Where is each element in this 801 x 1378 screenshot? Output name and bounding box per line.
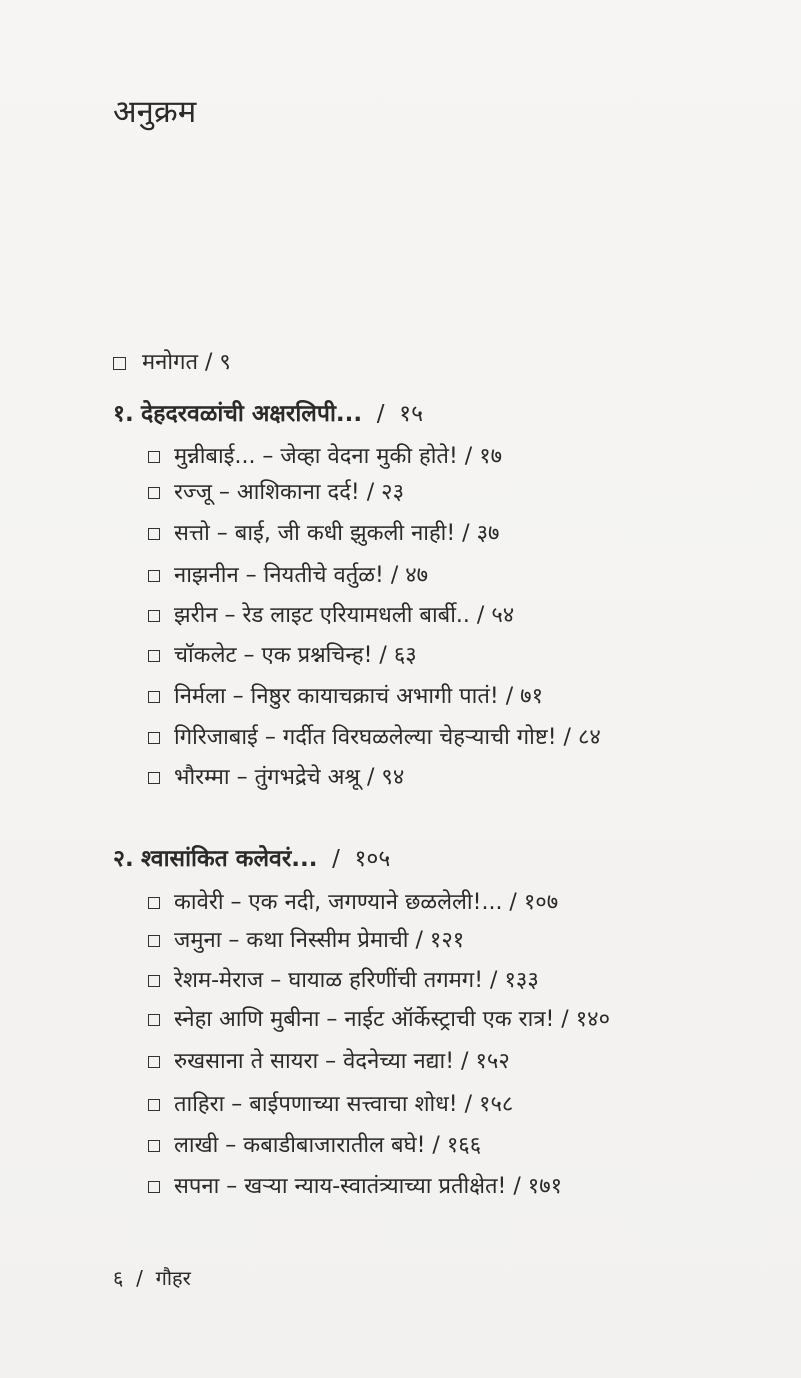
entry-label: लाखी – कबाडीबाजारातील बघे!: [174, 1133, 426, 1158]
entry-label: जमुना – कथा निस्सीम प्रेमाची: [174, 928, 409, 953]
entry-page-number: ५४: [491, 603, 515, 628]
entry-page-number: ३७: [476, 521, 500, 546]
entry-page-number: ९४: [381, 765, 405, 790]
separator: /: [359, 480, 382, 505]
entry-label: रुखसाना ते सायरा – वेदनेच्या नद्या!: [174, 1049, 455, 1074]
entry-label: ताहिरा – बाईपणाच्या सत्त्वाचा शोध!: [174, 1092, 458, 1117]
toc-entry[interactable]: [148, 437, 502, 477]
checkbox-icon: [148, 570, 160, 582]
entry-page-number: ९: [219, 350, 231, 375]
separator: /: [483, 968, 505, 993]
checkbox-icon: [148, 1140, 160, 1152]
entry-page-number: १३३: [504, 968, 539, 993]
separator: /: [506, 1174, 528, 1199]
checkbox-icon: [148, 1099, 160, 1111]
section-title: श्वासांकित कलेवरं...: [141, 846, 318, 872]
separator: /: [360, 765, 382, 790]
entry-label: निर्मला – निष्ठुर कायाचक्राचं अभागी पातं!: [174, 684, 499, 709]
checkbox-icon: [148, 935, 160, 947]
separator: /: [454, 1049, 476, 1074]
checkbox-icon: [148, 772, 160, 784]
separator: /: [408, 928, 430, 953]
separator: /: [469, 603, 492, 628]
entry-label: चॉकलेट – एक प्रश्नचिन्ह!: [174, 643, 373, 668]
separator: /: [457, 1092, 479, 1117]
entry-label: रज्जू – आशिकाना दर्द!: [174, 480, 360, 505]
entry-label: रेशम-मेराज – घायाळ हरिणींची तगमग!: [174, 968, 484, 993]
separator: /: [372, 643, 394, 668]
toc-entry[interactable]: [148, 514, 499, 554]
section-page-number: १५: [399, 401, 424, 427]
separator: /: [425, 1133, 447, 1158]
checkbox-icon: [148, 975, 160, 987]
checkbox-icon: [148, 487, 160, 499]
toc-section-1[interactable]: [113, 394, 423, 434]
entry-label: नाझनीन – नियतीचे वर्तुळ!: [174, 563, 384, 588]
page-title: अनुक्रम: [113, 94, 197, 130]
toc-entry[interactable]: [148, 718, 601, 758]
toc-entry-preface[interactable]: [113, 343, 231, 383]
separator: /: [369, 401, 392, 427]
separator: /: [383, 563, 406, 588]
entry-page-number: १०७: [523, 890, 559, 915]
separator: /: [324, 846, 348, 872]
section-page-number: १०५: [354, 846, 391, 872]
checkbox-icon: [148, 1014, 160, 1026]
checkbox-icon: [148, 1056, 160, 1068]
entry-page-number: १२१: [429, 928, 465, 953]
separator: /: [455, 521, 477, 546]
toc-entry[interactable]: [148, 883, 558, 923]
section-number: २.: [113, 846, 134, 872]
entry-label: मुन्नीबाई... – जेव्हा वेदना मुकी होते!: [174, 444, 458, 469]
entry-page-number: ६३: [393, 643, 417, 668]
entry-label: स्नेहा आणि मुबीना – नाईट ऑर्केस्ट्राची एक रात्र!: [174, 1007, 555, 1032]
separator: /: [457, 444, 480, 469]
entry-label: कावेरी – एक नदी, जगण्याने छळलेली!...: [174, 890, 503, 915]
separator: /: [554, 1007, 576, 1032]
toc-entry[interactable]: [148, 1085, 513, 1125]
toc-entry[interactable]: [148, 1000, 610, 1040]
toc-entry[interactable]: [148, 1126, 481, 1166]
checkbox-icon: [148, 650, 160, 662]
toc-entry[interactable]: [148, 758, 404, 798]
checkbox-icon: [148, 897, 160, 909]
entry-page-number: १७१: [527, 1174, 563, 1199]
separator: /: [502, 890, 524, 915]
checkbox-icon: [148, 691, 160, 703]
footer-book-title: गौहर: [155, 1266, 191, 1290]
toc-entry[interactable]: [148, 596, 514, 636]
entry-page-number: १४०: [575, 1007, 611, 1032]
entry-page-number: १६६: [446, 1133, 482, 1158]
toc-entry[interactable]: [148, 556, 428, 596]
entry-label: सपना – खऱ्या न्याय-स्वातंत्र्याच्या प्रतीक्षेत!: [174, 1174, 507, 1199]
entry-label: झरीन – रेड लाइट एरियामधली बार्बी..: [174, 603, 470, 628]
page-footer: [113, 1262, 191, 1294]
toc-entry[interactable]: [148, 921, 464, 961]
entry-label: भौरम्मा – तुंगभद्रेचे अश्रू: [174, 765, 361, 790]
toc-section-2[interactable]: [113, 839, 390, 879]
toc-entry[interactable]: [148, 636, 417, 676]
entry-page-number: ८४: [577, 725, 601, 750]
entry-page-number: ७१: [520, 684, 544, 709]
checkbox-icon: [113, 357, 126, 370]
toc-entry[interactable]: [148, 473, 404, 513]
entry-label: गिरिजाबाई – गर्दीत विरघळलेल्या चेहऱ्याची गोष्ट!: [174, 725, 557, 750]
toc-entry[interactable]: [148, 677, 543, 717]
toc-entry[interactable]: [148, 961, 539, 1001]
section-number: १.: [113, 401, 134, 427]
separator: /: [498, 684, 521, 709]
entry-page-number: १७: [479, 444, 503, 469]
separator: /: [198, 350, 220, 375]
checkbox-icon: [148, 528, 160, 540]
entry-page-number: २३: [381, 480, 405, 505]
checkbox-icon: [148, 451, 160, 463]
toc-entry[interactable]: [148, 1167, 562, 1207]
footer-page-number: ६: [113, 1266, 124, 1290]
entry-label: मनोगत: [142, 350, 198, 375]
entry-page-number: १५२: [475, 1049, 510, 1074]
checkbox-icon: [148, 610, 160, 622]
entry-page-number: १५८: [479, 1092, 514, 1117]
separator: /: [129, 1266, 150, 1290]
checkbox-icon: [148, 1181, 160, 1193]
checkbox-icon: [148, 732, 160, 744]
entry-page-number: ४७: [405, 563, 429, 588]
entry-label: सत्तो – बाई, जी कधी झुकली नाही!: [174, 521, 456, 546]
toc-entry[interactable]: [148, 1042, 510, 1082]
separator: /: [556, 725, 578, 750]
section-title: देहदरवळांची अक्षरलिपी...: [141, 401, 363, 427]
